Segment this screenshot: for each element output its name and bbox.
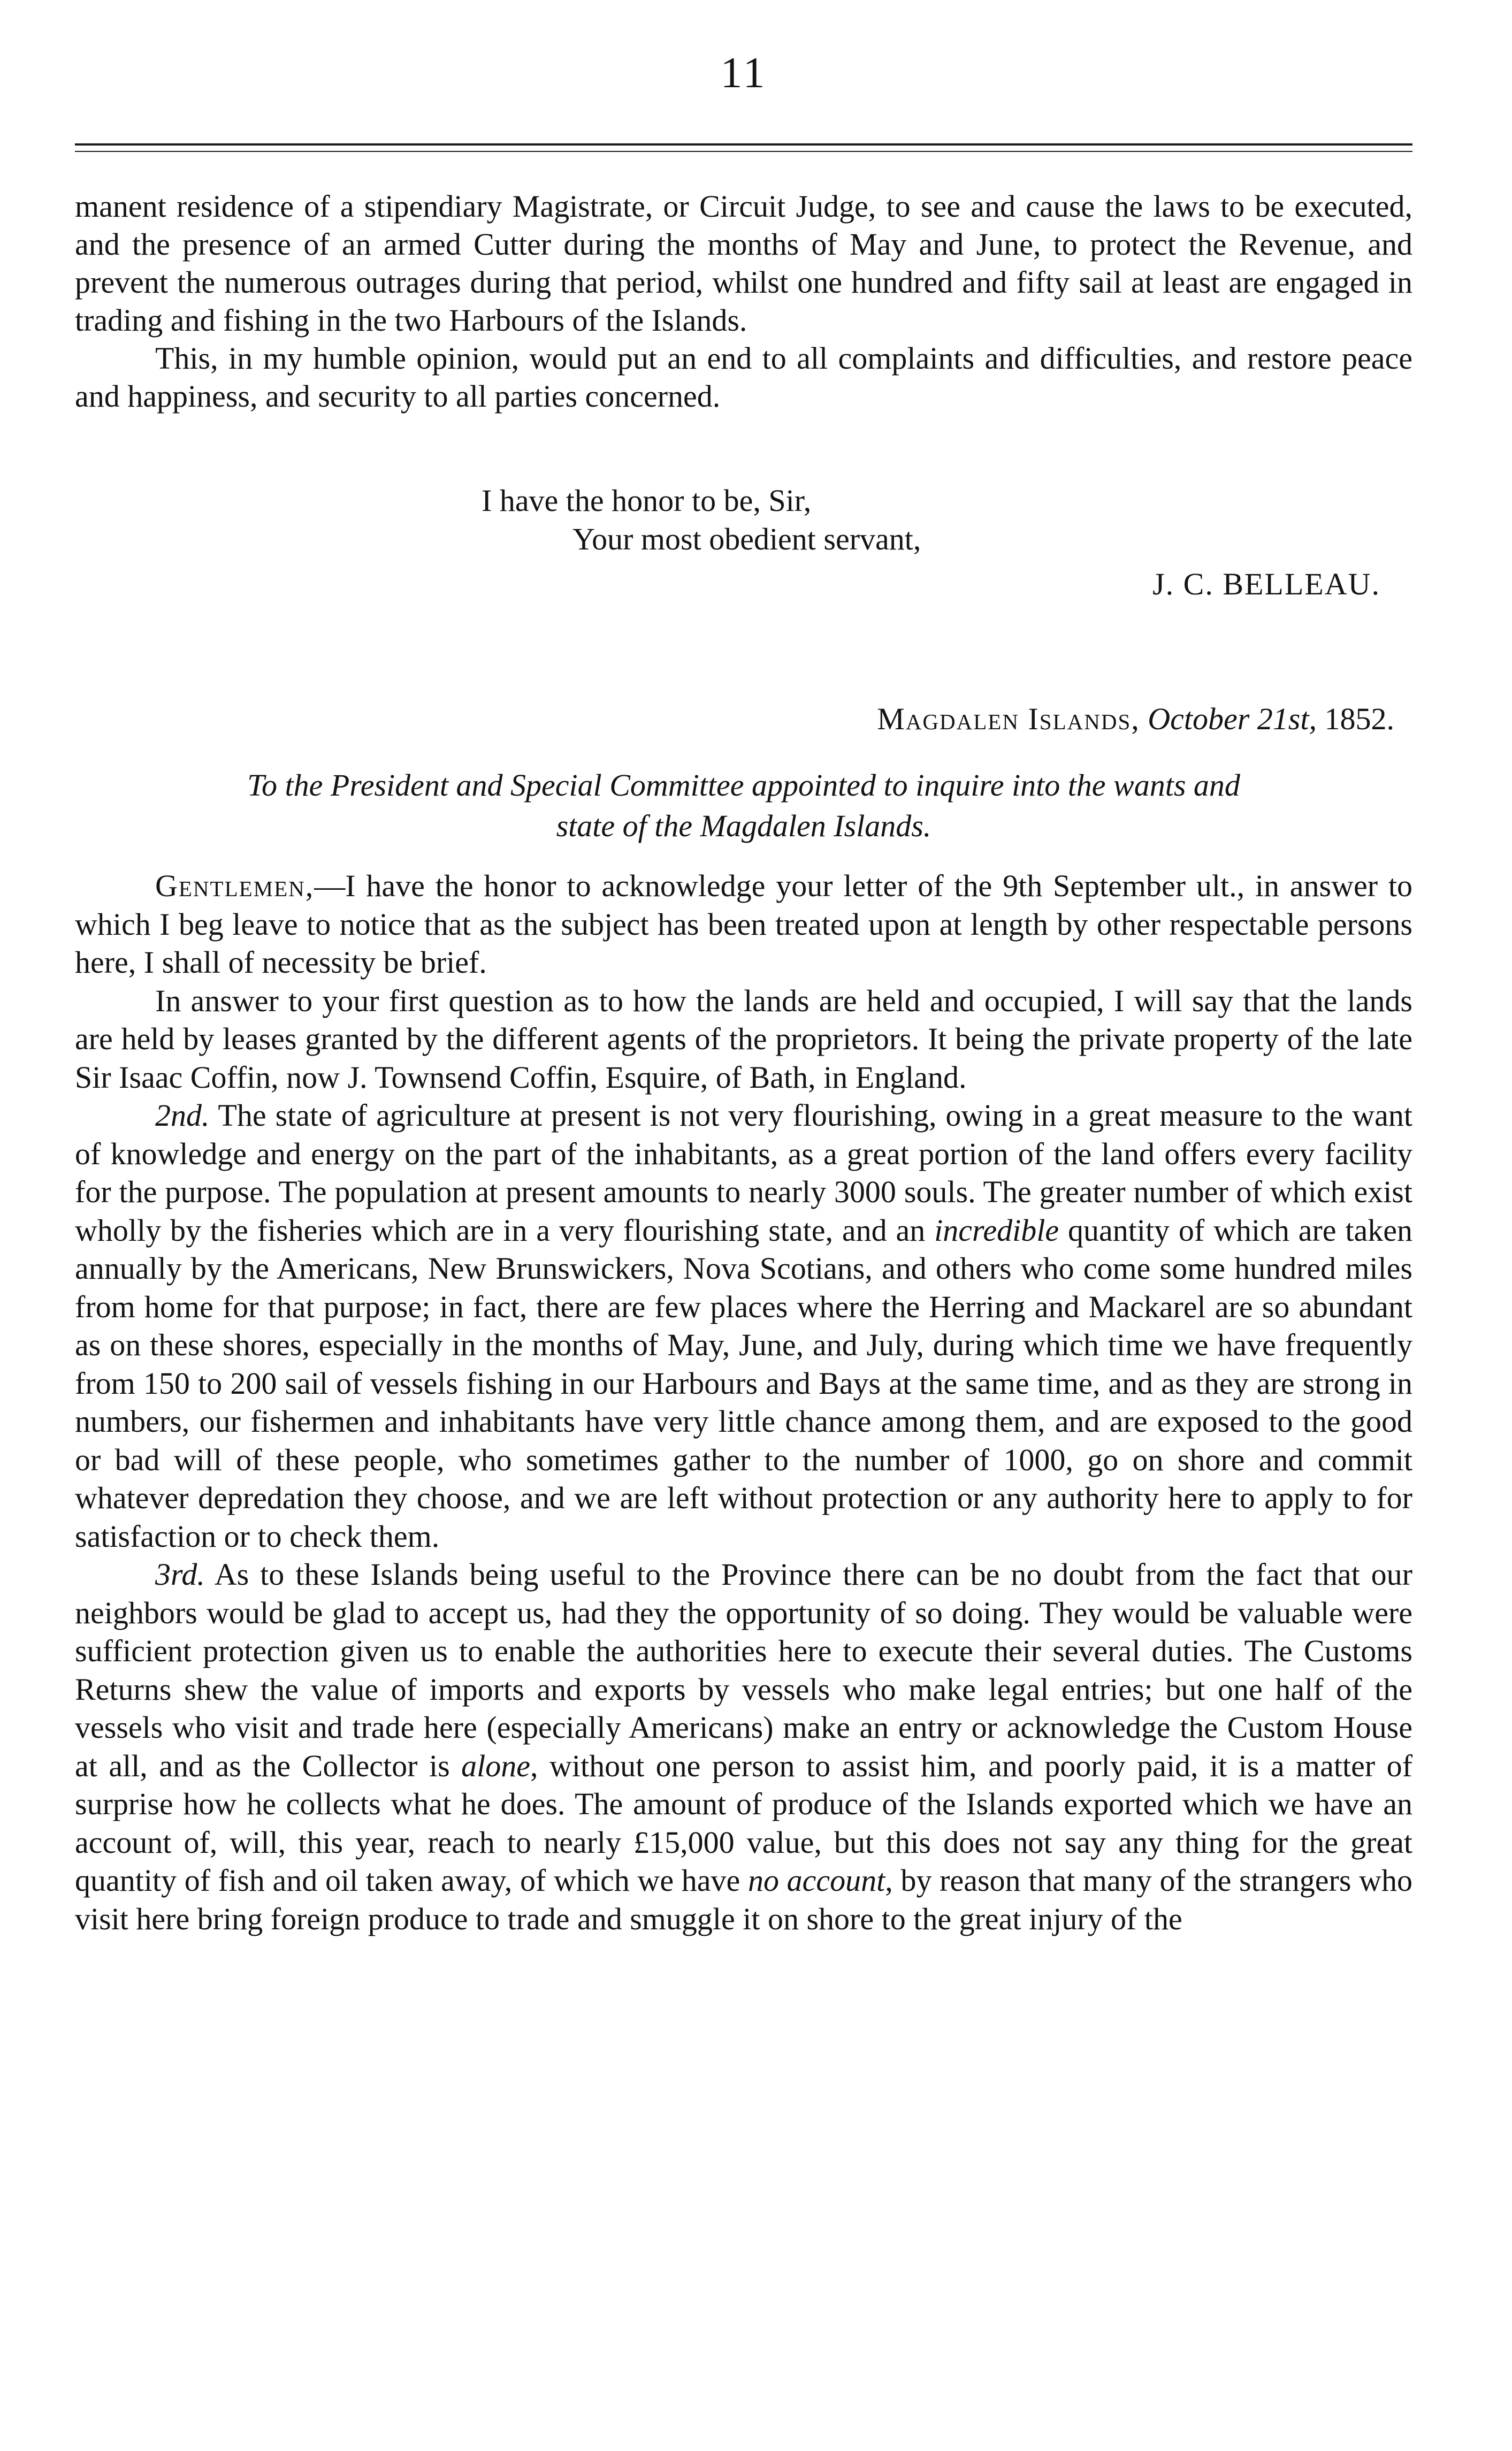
page-number: 11 <box>720 48 767 97</box>
paragraph: manent residence of a stipendiary Magistrate, or Circuit Judge, to see and cause the laws to be executed, and the presence of an armed Cutter during the months of May and June, to protect the Revenue, and prevent the numerous outrages during that period, whilst one hundred and fifty sail at least are engaged in trading and fishing in the two Harbours of the Islands. <box>75 189 1412 338</box>
paragraph: This, in my humble opinion, would put an end to all complaints and difficulties, and restore peace and happiness, and security to all parties concerned. <box>75 341 1412 414</box>
paragraph-text: The state of agriculture at present is not very flourishing, owing in a great measure to the want of knowledge and energy on the part of the inhabitants, as a great portion of the land offers every facility for the purpose. The population at present amounts to nearly 3000 souls. The greater number of which exist wholly by the fisheries which are in a very flourishing state, and an <box>75 1098 1412 1248</box>
dateline <box>877 700 1394 738</box>
paragraph <box>75 1555 1412 1938</box>
dateline-place: Magdalen Islands, <box>877 701 1140 736</box>
closing-line: I have the honor to be, Sir, <box>482 483 812 518</box>
letter-body <box>75 867 1412 1938</box>
header-rule-thick <box>75 143 1412 146</box>
dateline-year: 1852. <box>1324 701 1394 736</box>
paragraph-text: As to these Islands being useful to the Province there can be no doubt from the fact that our neighbors would be glad to accept us, had they the opportunity of so doing. They would be valuable were sufficient protection given us to enable the authorities here to execute their several duties. The Customs Returns shew the value of imports and exports by vessels who make legal entries; but one half of the vessels who visit and trade here (especially Americans) make an entry or acknowledge the Custom House at all, and as the Collector is <box>75 1557 1412 1783</box>
paragraph-text: —I have the honor to acknowledge your letter of the 9th September ult., in answer to which I beg leave to notice that as the subject has been treated upon at length by other respectable persons here, I shall of necessity be brief. <box>75 868 1412 980</box>
emphasis: no account <box>747 1863 885 1898</box>
paragraph <box>75 867 1412 982</box>
emphasis: incredible <box>934 1212 1059 1248</box>
paragraph: In answer to your first question as to how the lands are held and occupied, I will say that the lands are held by leases granted by the different agents of the proprietors. It being the private property of the late Sir Isaac Coffin, now J. Townsend Coffin, Esquire, of Bath, in England. <box>75 983 1412 1095</box>
emphasis: alone <box>461 1748 530 1783</box>
question-number: 2nd. <box>155 1098 210 1133</box>
letter-closing <box>75 482 1412 604</box>
addressee-line: To the President and Special Committee appointed to inquire into the wants and <box>247 768 1240 803</box>
closing-line: Your most obedient servant, <box>572 522 921 556</box>
paragraph-text: quantity of which are taken annually by the Americans, New Brunswickers, Nova Scotians, and others who come some hundred miles from home for that purpose; in fact, there are few places where the Herring and Mackarel are so abundant as on these shores, especially in the months of May, June, and July, during which time we have frequently from 150 to 200 sail of vessels fishing in our Harbours and Bays at the same time, and as they are strong in numbers, our fishermen and inhabitants have very little chance among them, and are exposed to the good or bad will of these people, who sometimes gather to the number of 1000, go on shore and commit whatever depredation they choose, and we are left without protection or any authority here to apply to for satisfaction or to check them. <box>75 1212 1413 1554</box>
addressee-line: state of the Magdalen Islands. <box>556 808 931 843</box>
question-number: 3rd. <box>155 1557 205 1592</box>
salutation: Gentlemen, <box>155 868 315 903</box>
paragraph-text: , by reason that many of the strangers who visit here bring foreign produce to trade and smuggle it on shore to the great injury of the <box>75 1863 1412 1936</box>
header-rule-thin <box>75 151 1412 152</box>
addressee <box>75 765 1412 846</box>
continued-text <box>75 187 1412 415</box>
paragraph <box>75 1096 1412 1555</box>
paragraph-text: , without one person to assist him, and poorly paid, it is a matter of surprise how he collects what he does. The amount of produce of the Islands exported which we have an account of, will, this year, reach to nearly £15,000 value, but this does not say any thing for the great quantity of fish and oil taken away, of which we have <box>75 1748 1412 1898</box>
dateline-date: October 21st, <box>1148 701 1317 736</box>
signature: J. C. BELLEAU. <box>1152 567 1380 601</box>
